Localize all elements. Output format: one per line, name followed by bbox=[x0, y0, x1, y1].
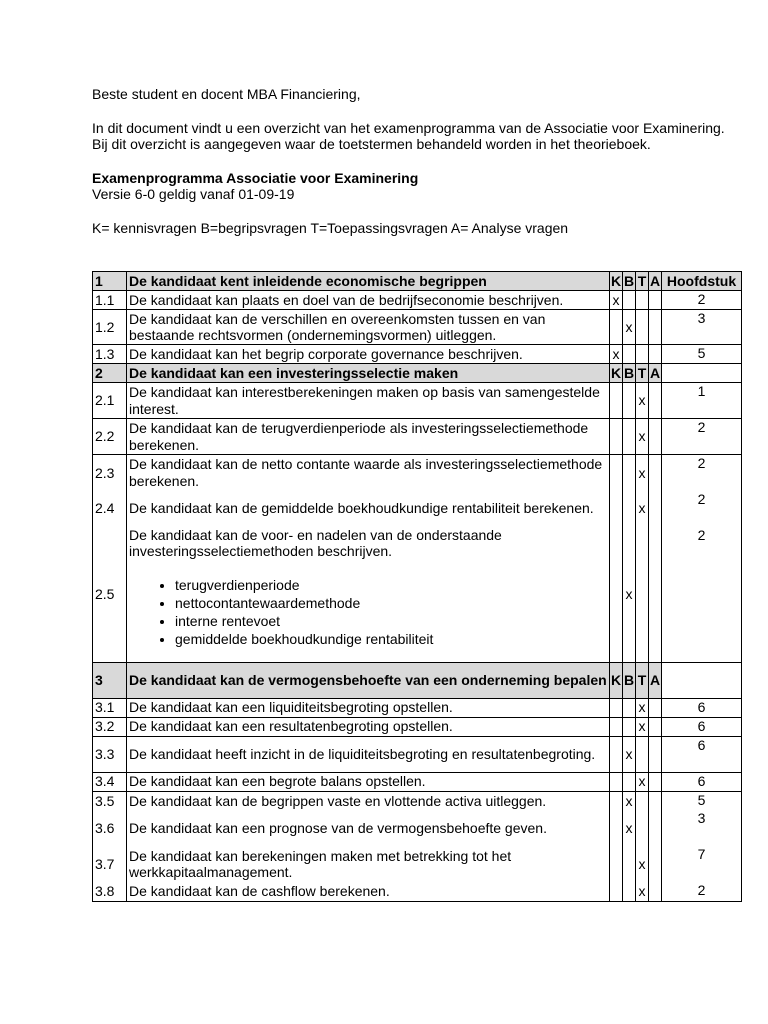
mark-t bbox=[636, 291, 649, 310]
mark-t bbox=[636, 310, 649, 345]
row-description bbox=[127, 772, 610, 791]
mark-b bbox=[623, 491, 636, 527]
table-row bbox=[93, 291, 742, 310]
legend-line: K= kennisvragen B=begripsvragen T=Toepassingsvragen A= Analyse vragen bbox=[92, 219, 569, 236]
section-title: De kandidaat kan de vermogensbehoefte van een onderneming bepalen bbox=[127, 662, 610, 698]
chapter-number: 7 bbox=[662, 846, 742, 882]
mark-a bbox=[649, 810, 662, 846]
chapter-number: 6 bbox=[662, 736, 742, 772]
row-text: De kandidaat kan interestberekeningen maken op basis van samengestelde interest. bbox=[129, 384, 600, 417]
mark-b bbox=[623, 383, 636, 419]
row-text: De kandidaat kan de gemiddelde boekhoudkundige rentabiliteit berekenen. bbox=[129, 500, 594, 517]
mark-k: x bbox=[610, 291, 623, 310]
row-description bbox=[127, 846, 610, 882]
table-row bbox=[93, 527, 742, 663]
col-header-t: T bbox=[636, 364, 649, 383]
col-header-b: B bbox=[623, 272, 635, 289]
col-header-chapter bbox=[662, 364, 742, 383]
table-row bbox=[93, 310, 742, 345]
mark-t: x bbox=[636, 491, 649, 527]
row-description bbox=[127, 717, 610, 736]
mark-a bbox=[649, 291, 662, 310]
bullet-item: • gemiddelde boekhoudkundige rentabiliteit bbox=[175, 630, 607, 648]
mark-k bbox=[610, 810, 623, 846]
col-header-a: A bbox=[649, 364, 661, 381]
bullet-item: • nettocontantewaardemethode bbox=[175, 594, 607, 612]
mark-a bbox=[649, 882, 662, 901]
section-number: 2 bbox=[93, 364, 127, 383]
mark-k bbox=[610, 882, 623, 901]
chapter-number: 2 bbox=[662, 455, 742, 491]
mark-t: x bbox=[636, 882, 649, 901]
row-text: De kandidaat kan de voor- en nadelen van de onderstaande investeringsselectiemethoden beschrijven. bbox=[129, 526, 502, 559]
row-text: De kandidaat kan het begrip corporate governance beschrijven. bbox=[129, 345, 523, 362]
row-text: De kandidaat kan de begrippen vaste en vlottende activa uitleggen. bbox=[129, 792, 547, 809]
chapter-number: 2 bbox=[662, 419, 742, 455]
row-description bbox=[127, 455, 610, 491]
row-number: 2.1 bbox=[93, 383, 127, 419]
mark-b: x bbox=[623, 810, 636, 846]
col-header-chapter bbox=[662, 662, 742, 698]
mark-a bbox=[649, 383, 662, 419]
mark-a bbox=[649, 717, 662, 736]
bullet-list bbox=[129, 576, 607, 648]
mark-t: x bbox=[636, 698, 649, 717]
row-text: De kandidaat kan de verschillen en overeenkomsten tussen en van bestaande rechtsvormen (ondernemingsvormen) uitleggen. bbox=[129, 310, 546, 343]
mark-k bbox=[610, 527, 623, 663]
row-description bbox=[127, 310, 610, 345]
mark-k bbox=[610, 419, 623, 455]
section-title: De kandidaat kent inleidende economische begrippen bbox=[127, 272, 610, 291]
row-description bbox=[127, 527, 610, 663]
mark-k: x bbox=[610, 345, 623, 364]
mark-b: x bbox=[623, 527, 636, 663]
program-title: Examenprogramma Associatie voor Examinering bbox=[92, 169, 419, 186]
mark-t bbox=[636, 791, 649, 810]
row-text: De kandidaat kan plaats en doel van de bedrijfseconomie beschrijven. bbox=[129, 291, 564, 308]
section-title: De kandidaat kan een investeringsselectie maken bbox=[127, 364, 610, 383]
row-text: De kandidaat kan de terugverdienperiode als investeringsselectiemethode berekenen. bbox=[129, 420, 589, 453]
mark-k bbox=[610, 846, 623, 882]
section-header-row bbox=[93, 662, 742, 698]
chapter-number: 2 bbox=[662, 527, 742, 663]
chapter-number: 3 bbox=[662, 310, 742, 345]
row-number: 3.1 bbox=[93, 698, 127, 717]
row-text: De kandidaat kan een resultatenbegroting opstellen. bbox=[129, 718, 453, 735]
intro-paragraph: In dit document vindt u een overzicht van het examenprogramma van de Associatie voor Examinering. Bij dit overzicht is aangegeven waar de toetstermen behandeld worden in het theorieboek. bbox=[92, 119, 725, 152]
col-header-k: K bbox=[610, 272, 622, 289]
row-description bbox=[127, 882, 610, 901]
section-number: 1 bbox=[93, 272, 127, 291]
chapter-number: 5 bbox=[662, 345, 742, 364]
chapter-number: 1 bbox=[662, 383, 742, 419]
row-description bbox=[127, 736, 610, 772]
table-row bbox=[93, 810, 742, 846]
exam-program-table bbox=[92, 271, 742, 902]
table-row bbox=[93, 717, 742, 736]
mark-b bbox=[623, 717, 636, 736]
mark-b bbox=[623, 455, 636, 491]
row-description bbox=[127, 291, 610, 310]
row-number: 2.4 bbox=[93, 491, 127, 527]
table-row bbox=[93, 772, 742, 791]
greeting: Beste student en docent MBA Financiering, bbox=[92, 86, 361, 102]
row-number: 3.7 bbox=[93, 846, 127, 882]
chapter-number: 2 bbox=[662, 491, 742, 527]
mark-t: x bbox=[636, 846, 649, 882]
row-description bbox=[127, 419, 610, 455]
table-row bbox=[93, 455, 742, 491]
row-number: 3.3 bbox=[93, 736, 127, 772]
col-header-chapter: Hoofdstuk bbox=[662, 272, 742, 291]
row-number: 2.2 bbox=[93, 419, 127, 455]
table-row bbox=[93, 698, 742, 717]
document-body bbox=[92, 86, 742, 236]
row-number: 2.5 bbox=[93, 527, 127, 663]
col-header-k: K bbox=[610, 364, 622, 381]
col-header-b: B bbox=[623, 662, 636, 698]
row-text: De kandidaat kan een prognose van de vermogensbehoefte geven. bbox=[129, 819, 547, 836]
mark-k bbox=[610, 698, 623, 717]
mark-b: x bbox=[623, 310, 636, 345]
table-row bbox=[93, 736, 742, 772]
row-text: De kandidaat kan een liquiditeitsbegroting opstellen. bbox=[129, 699, 453, 716]
mark-k bbox=[610, 310, 623, 345]
row-number: 3.8 bbox=[93, 882, 127, 901]
chapter-number: 2 bbox=[662, 291, 742, 310]
mark-k bbox=[610, 383, 623, 419]
mark-k bbox=[610, 491, 623, 527]
row-text: De kandidaat kan de cashflow berekenen. bbox=[129, 883, 390, 899]
mark-b bbox=[623, 846, 636, 882]
row-description bbox=[127, 698, 610, 717]
row-text: De kandidaat kan een begrote balans opstellen. bbox=[129, 773, 426, 790]
col-header-b: B bbox=[623, 364, 635, 381]
mark-a bbox=[649, 791, 662, 810]
chapter-number: 6 bbox=[662, 698, 742, 717]
mark-t bbox=[636, 810, 649, 846]
row-description bbox=[127, 791, 610, 810]
mark-a bbox=[649, 527, 662, 663]
row-number: 1.2 bbox=[93, 310, 127, 345]
mark-a bbox=[649, 491, 662, 527]
mark-t: x bbox=[636, 717, 649, 736]
section-header-row bbox=[93, 364, 742, 383]
row-description bbox=[127, 491, 610, 527]
mark-b bbox=[623, 772, 636, 791]
col-header-a: A bbox=[649, 272, 661, 289]
mark-a bbox=[649, 455, 662, 491]
mark-a bbox=[649, 310, 662, 345]
col-header-t: T bbox=[636, 662, 649, 698]
chapter-number: 2 bbox=[662, 882, 742, 901]
table-row bbox=[93, 345, 742, 364]
mark-a bbox=[649, 846, 662, 882]
row-text: De kandidaat heeft inzicht in de liquiditeitsbegroting en resultatenbegroting. bbox=[129, 745, 596, 762]
mark-t bbox=[636, 527, 649, 663]
mark-b bbox=[623, 345, 636, 364]
mark-t: x bbox=[636, 772, 649, 791]
row-number: 3.4 bbox=[93, 772, 127, 791]
table-row bbox=[93, 846, 742, 882]
mark-a bbox=[649, 698, 662, 717]
mark-k bbox=[610, 736, 623, 772]
section-header-row bbox=[93, 272, 742, 291]
mark-a bbox=[649, 772, 662, 791]
mark-b bbox=[623, 882, 636, 901]
mark-b: x bbox=[623, 791, 636, 810]
mark-k bbox=[610, 791, 623, 810]
col-header-a: A bbox=[649, 662, 662, 698]
row-number: 3.5 bbox=[93, 791, 127, 810]
row-number: 1.1 bbox=[93, 291, 127, 310]
table-row bbox=[93, 791, 742, 810]
bullet-item: • interne rentevoet bbox=[175, 612, 607, 630]
row-description bbox=[127, 810, 610, 846]
mark-b: x bbox=[623, 736, 636, 772]
chapter-number: 5 bbox=[662, 791, 742, 810]
mark-a bbox=[649, 345, 662, 364]
table-row bbox=[93, 419, 742, 455]
row-number: 3.6 bbox=[93, 810, 127, 846]
section-number: 3 bbox=[93, 662, 127, 698]
mark-k bbox=[610, 455, 623, 491]
col-header-t: T bbox=[636, 272, 649, 291]
row-description bbox=[127, 345, 610, 364]
mark-k bbox=[610, 772, 623, 791]
mark-k bbox=[610, 717, 623, 736]
row-text: De kandidaat kan berekeningen maken met betrekking tot het werkkapitaalmanagement. bbox=[129, 847, 512, 880]
mark-a bbox=[649, 419, 662, 455]
row-text: De kandidaat kan de netto contante waarde als investeringsselectiemethode berekenen. bbox=[129, 456, 603, 489]
row-number: 1.3 bbox=[93, 345, 127, 364]
table-row bbox=[93, 882, 742, 901]
mark-b bbox=[623, 419, 636, 455]
mark-t bbox=[636, 736, 649, 772]
mark-t: x bbox=[636, 419, 649, 455]
chapter-number: 6 bbox=[662, 772, 742, 791]
mark-t bbox=[636, 345, 649, 364]
row-number: 2.3 bbox=[93, 455, 127, 491]
chapter-number: 6 bbox=[662, 717, 742, 736]
table-row bbox=[93, 491, 742, 527]
bullet-item: • terugverdienperiode bbox=[175, 576, 607, 594]
mark-a bbox=[649, 736, 662, 772]
table-row bbox=[93, 383, 742, 419]
version-line: Versie 6-0 geldig vanaf 01-09-19 bbox=[92, 186, 295, 202]
mark-t: x bbox=[636, 383, 649, 419]
row-description bbox=[127, 383, 610, 419]
mark-b bbox=[623, 698, 636, 717]
mark-t: x bbox=[636, 455, 649, 491]
row-number: 3.2 bbox=[93, 717, 127, 736]
mark-b bbox=[623, 291, 636, 310]
col-header-k: K bbox=[610, 662, 623, 698]
chapter-number: 3 bbox=[662, 810, 742, 846]
